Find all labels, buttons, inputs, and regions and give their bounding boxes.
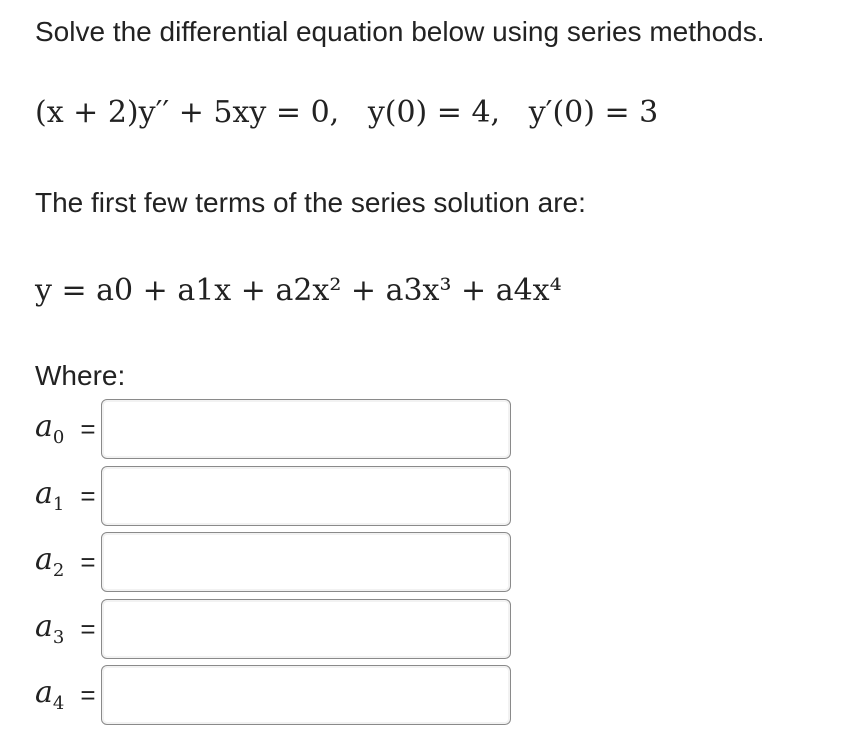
equals-sign: = bbox=[80, 480, 96, 511]
coefficient-row-a3 bbox=[35, 599, 103, 659]
coefficient-row-a1 bbox=[35, 466, 103, 526]
equals-sign: = bbox=[80, 613, 96, 644]
coefficient-row-a4 bbox=[35, 665, 103, 725]
coefficient-label-a0: $a_0$ bbox=[35, 408, 65, 448]
answer-input-a1[interactable] bbox=[101, 466, 511, 526]
coefficient-label-a3: $a_3$ bbox=[35, 608, 65, 648]
answer-input-a4[interactable] bbox=[101, 665, 511, 725]
answer-input-a0[interactable] bbox=[101, 399, 511, 459]
answer-input-a2[interactable] bbox=[101, 532, 511, 592]
instruction-text: Solve the differential equation below using series methods. bbox=[35, 16, 765, 47]
first-terms-label: The first few terms of the series solution are: bbox=[35, 187, 586, 218]
coefficient-row-a2 bbox=[35, 532, 103, 592]
where-label: Where: bbox=[35, 360, 126, 391]
series-solution: y = a0 + a1x + a2x² + a3x³ + a4x⁴ bbox=[35, 273, 562, 308]
equation-lhs: (x + 2)y′′ + 5xy = 0, bbox=[35, 95, 340, 130]
equals-sign: = bbox=[80, 413, 96, 444]
coefficient-label-a4: $a_4$ bbox=[35, 674, 65, 714]
coefficient-label-a2: $a_2$ bbox=[35, 541, 65, 581]
answer-input-a3[interactable] bbox=[101, 599, 511, 659]
initial-condition-2: y′(0) = 3 bbox=[528, 95, 659, 130]
coefficient-label-a1: $a_1$ bbox=[35, 475, 65, 515]
differential-equation bbox=[35, 95, 659, 130]
equals-sign: = bbox=[80, 546, 96, 577]
coefficient-row-a0 bbox=[35, 399, 103, 459]
initial-condition-1: y(0) = 4, bbox=[367, 95, 501, 130]
equals-sign: = bbox=[80, 679, 96, 710]
